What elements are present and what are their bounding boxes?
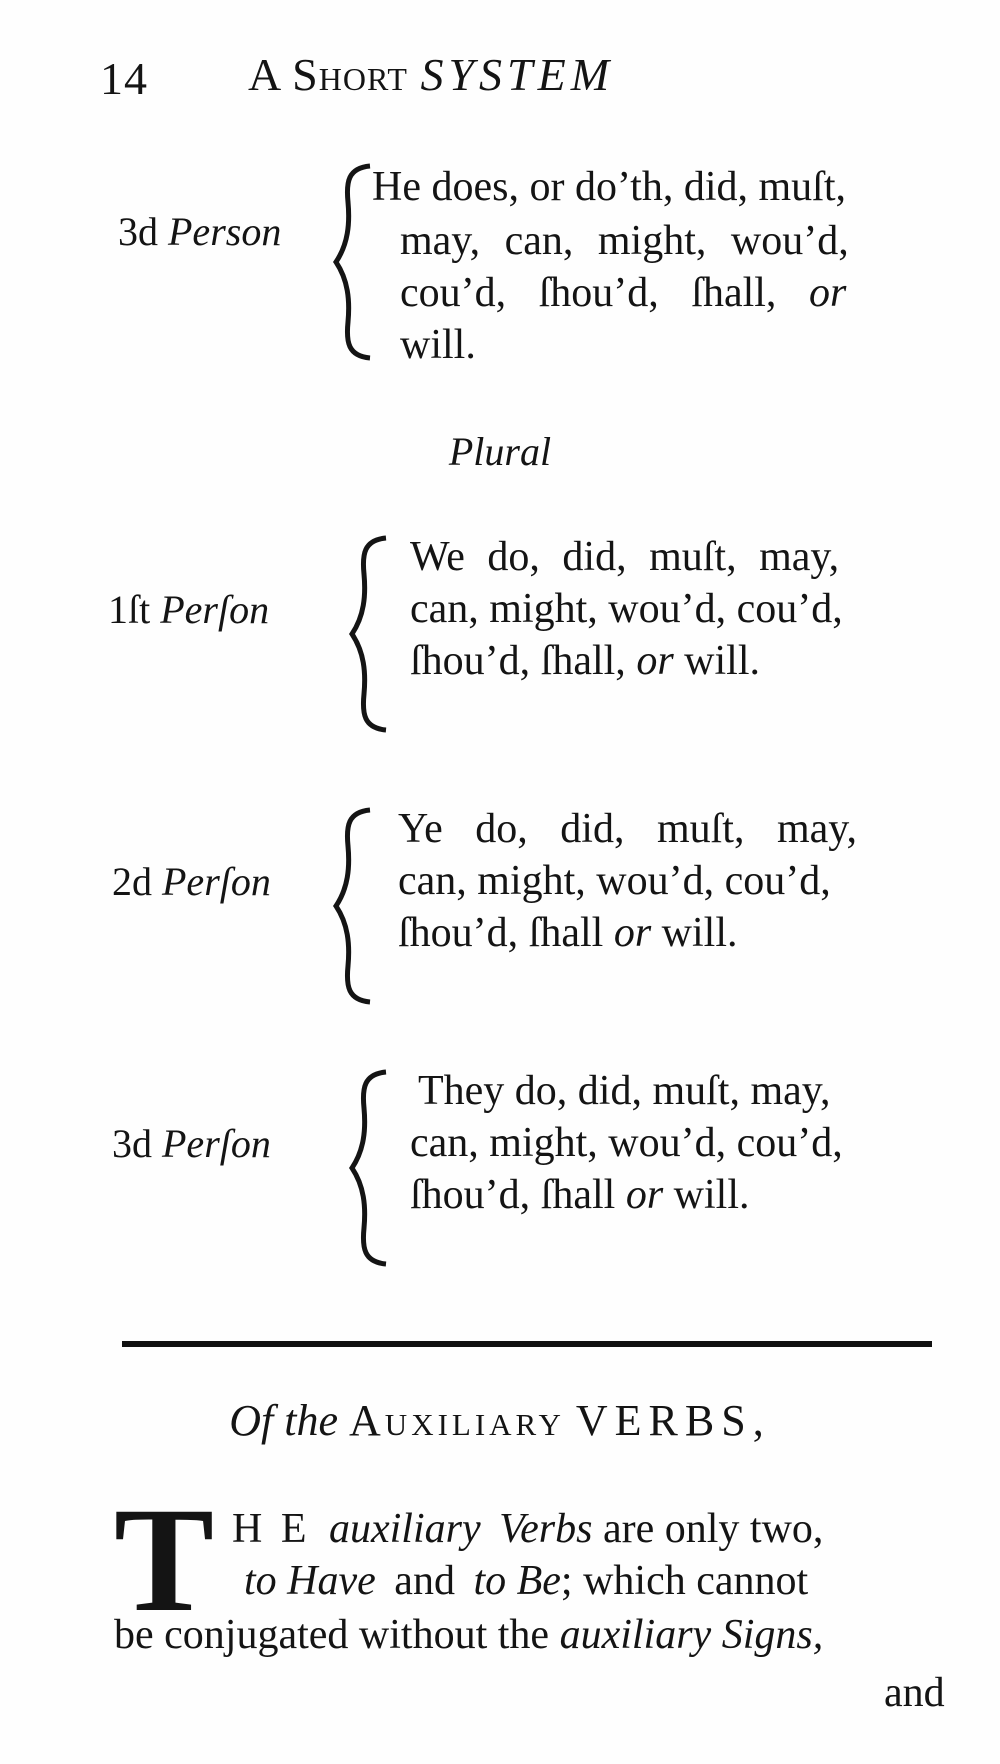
or-word: or <box>808 270 847 316</box>
conjugation-line-3 <box>400 272 846 314</box>
drop-cap: T <box>114 1477 215 1643</box>
conjugation-line-1: He does, or do’th, did, muſt, <box>372 164 847 210</box>
conjugation-line-2: can, might, wou’d, cou’d, <box>410 586 843 632</box>
person-label <box>112 1120 271 1167</box>
curly-brace-icon <box>346 534 394 734</box>
heading-verbs: VERBS, <box>575 1396 771 1445</box>
paragraph-italic: auxiliary <box>329 1506 481 1552</box>
running-head-title <box>248 49 615 100</box>
person-word: Person <box>168 209 282 254</box>
paragraph-line-3 <box>114 1614 823 1656</box>
person-word: Perſon <box>160 587 270 632</box>
section-heading <box>0 1395 1000 1446</box>
curly-brace-icon <box>346 1068 394 1268</box>
heading-of-the: Of the <box>229 1396 339 1445</box>
plural-heading: Plural <box>448 429 552 474</box>
conjugation-text: will. <box>684 638 761 684</box>
conjugation-line-3 <box>398 912 738 954</box>
curly-brace-icon <box>330 162 378 362</box>
conjugation-text: cou’d, ſhou’d, ſhall, <box>400 270 777 316</box>
person-label <box>112 858 271 905</box>
conjugation-line-2: can, might, wou’d, cou’d, <box>410 1120 843 1166</box>
or-word: or <box>636 638 674 684</box>
person-number: 3d <box>112 1121 152 1166</box>
conjugation-line-3 <box>410 640 760 682</box>
conjugation-line-2: may, can, might, wou’d, <box>400 218 849 264</box>
person-number: 2d <box>112 859 152 904</box>
page-number: 14 <box>100 53 148 104</box>
paragraph-line-2 <box>244 1560 808 1602</box>
conjugation-line-1: They do, did, muſt, may, <box>418 1068 831 1114</box>
paragraph-line-1 <box>232 1508 823 1550</box>
conjugation-line-4: will. <box>400 322 476 368</box>
person-word: Perſon <box>162 859 271 904</box>
section-divider <box>122 1341 932 1347</box>
paragraph-text: and <box>394 1558 455 1604</box>
paragraph-italic: Verbs <box>499 1506 593 1552</box>
paragraph-text: are only two, <box>602 1506 824 1552</box>
conjugation-line-1: Ye do, did, muſt, may, <box>398 806 858 852</box>
conjugation-text: will. <box>673 1172 750 1218</box>
conjugation-line-1: We do, did, muſt, may, <box>410 534 840 580</box>
conjugation-text: will. <box>661 910 738 956</box>
or-word: or <box>613 910 652 956</box>
paragraph-text: ; which cannot <box>560 1558 809 1604</box>
paragraph-italic: auxiliary Signs, <box>559 1612 824 1658</box>
conjugation-line-2: can, might, wou’d, cou’d, <box>398 858 831 904</box>
paragraph-text: be conjugated without the <box>114 1612 550 1658</box>
running-head-small-caps: A Short <box>248 49 408 100</box>
person-number: 1ſt <box>108 587 151 632</box>
curly-brace-icon <box>330 806 378 1006</box>
paragraph-italic: to Have <box>244 1558 376 1604</box>
catchword: and <box>884 1670 945 1716</box>
conjugation-text: ſhou’d, ſhall <box>410 1172 616 1218</box>
running-head-italic: SYSTEM <box>420 49 615 100</box>
or-word: or <box>625 1172 664 1218</box>
person-label <box>118 208 281 255</box>
conjugation-text: ſhou’d, ſhall, <box>410 638 626 684</box>
conjugation-text: ſhou’d, ſhall <box>398 910 604 956</box>
person-label <box>108 586 269 633</box>
person-number: 3d <box>118 209 158 254</box>
person-word: Perſon <box>162 1121 271 1166</box>
conjugation-line-3 <box>410 1174 750 1216</box>
paragraph-italic: to Be <box>473 1558 561 1604</box>
heading-auxiliary: Auxiliary <box>349 1396 565 1445</box>
paragraph-text: H E <box>232 1506 311 1552</box>
